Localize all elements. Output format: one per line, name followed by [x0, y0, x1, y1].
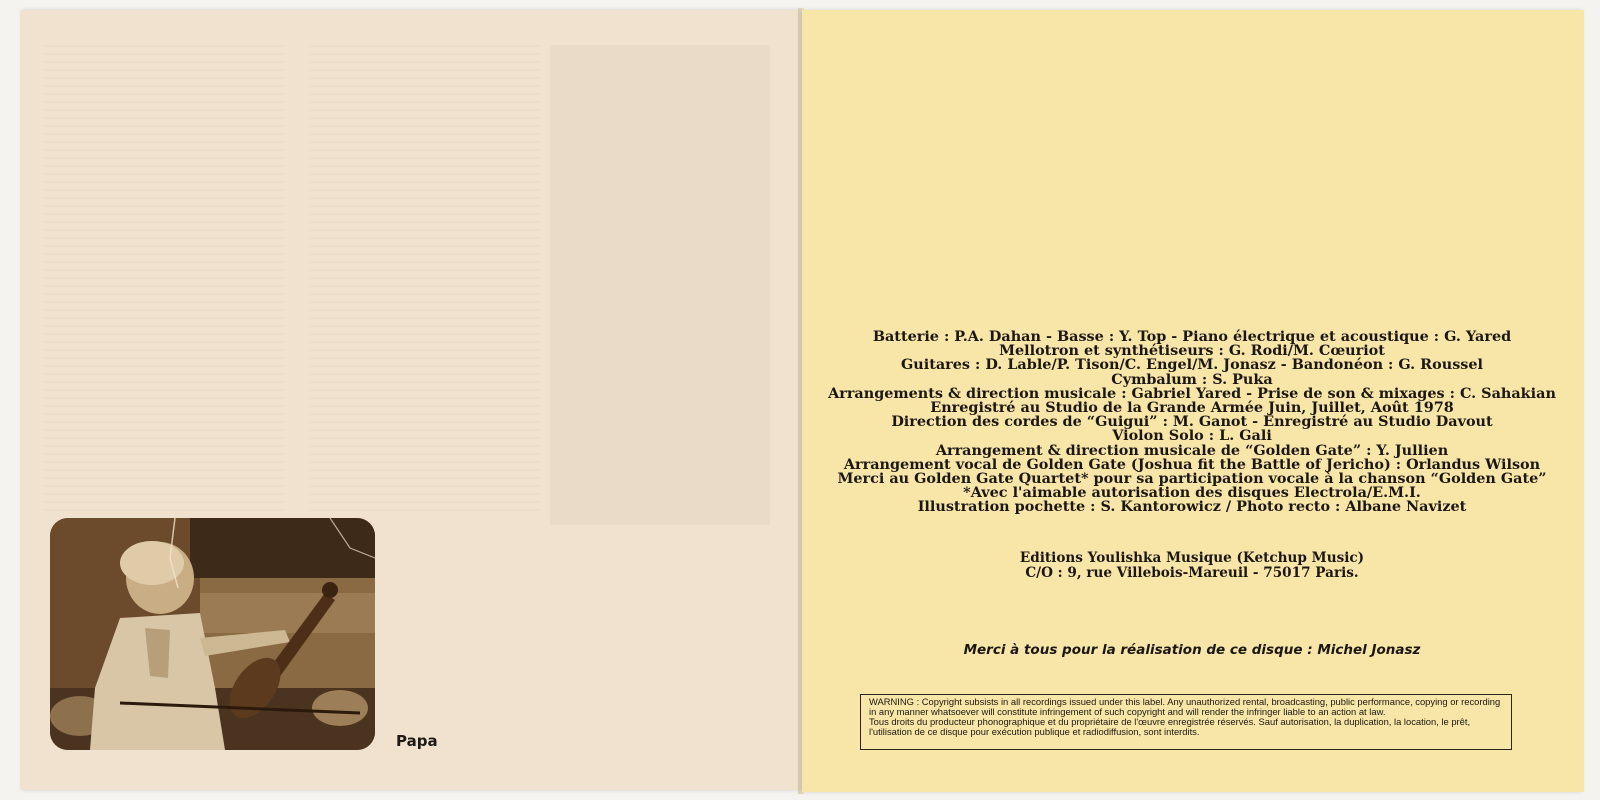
- credits-block: [822, 330, 1562, 515]
- right-page: [802, 10, 1584, 792]
- credit-line: Batterie : P.A. Dahan - Basse : Y. Top - Piano électrique et acoustique : G. Yared: [872, 328, 1512, 345]
- credit-line: Arrangement & direction musicale de “Golden Gate” : Y. Jullien: [935, 441, 1449, 459]
- publisher-address: C/O : 9, rue Villebois-Mareuil - 75017 Paris.: [1025, 565, 1359, 581]
- bleed-through-column: [45, 45, 285, 515]
- boy-violin-illustration: [50, 518, 375, 750]
- thanks-line: Merci à tous pour la réalisation de ce disque : Michel Jonasz: [963, 642, 1421, 658]
- bleed-through-column: [310, 45, 540, 515]
- credit-line: Illustration pochette : S. Kantorowicz / Photo recto : Albane Navizet: [917, 498, 1467, 516]
- credit-line: Cymbalum : S. Puka: [1111, 370, 1273, 388]
- credit-line: Merci au Golden Gate Quartet* pour sa participation vocale à la chanson “Golden Gate”: [837, 470, 1547, 488]
- publisher-block: [822, 551, 1562, 581]
- photo-caption: Papa: [396, 732, 438, 750]
- credit-line: Mellotron et synthétiseurs : G. Rodi/M. Cœuriot: [999, 342, 1385, 360]
- warning-english: WARNING : Copyright subsists in all recordings issued under this label. Any unauthorized rental, broadcasting, public performance, copying or recording in any manner whatsoever will constitute infringement of such copyright and will render the infringer liable to an action at law.: [869, 696, 1501, 718]
- copyright-warning-box: [860, 694, 1512, 750]
- credit-line: Direction des cordes de “Guigui” : M. Ganot - Enregistré au Studio Davout: [891, 413, 1493, 431]
- vintage-photo: [50, 518, 375, 750]
- credit-line: Guitares : D. Lable/P. Tison/C. Engel/M. Jonasz - Bandonéon : G. Roussel: [900, 356, 1484, 374]
- bleed-through-column: [550, 45, 770, 525]
- warning-french: Tous droits du producteur phonographique et du propriétaire de l'œuvre enregistrée réservés. Sauf autorisation, la duplication, la location, le prêt, l'utilisation de ce disque pour exécution publique et radiodiffusion, sont interdits.: [869, 716, 1471, 738]
- credit-line: Enregistré au Studio de la Grande Armée Juin, Juillet, Août 1978: [930, 399, 1454, 417]
- credit-line: *Avec l'aimable autorisation des disques Electrola/E.M.I.: [963, 484, 1421, 502]
- publisher-name: Editions Youlishka Musique (Ketchup Music): [1019, 550, 1365, 566]
- credit-line: Arrangements & direction musicale : Gabriel Yared - Prise de son & mixages : C. Sahakian: [828, 384, 1556, 402]
- bleed-through-title: [942, 190, 1462, 236]
- left-page: [20, 10, 800, 790]
- credit-line: Violon Solo : L. Gali: [1112, 427, 1272, 445]
- credit-line: Arrangement vocal de Golden Gate (Joshua fit the Battle of Jericho) : Orlandus Wilson: [843, 455, 1541, 473]
